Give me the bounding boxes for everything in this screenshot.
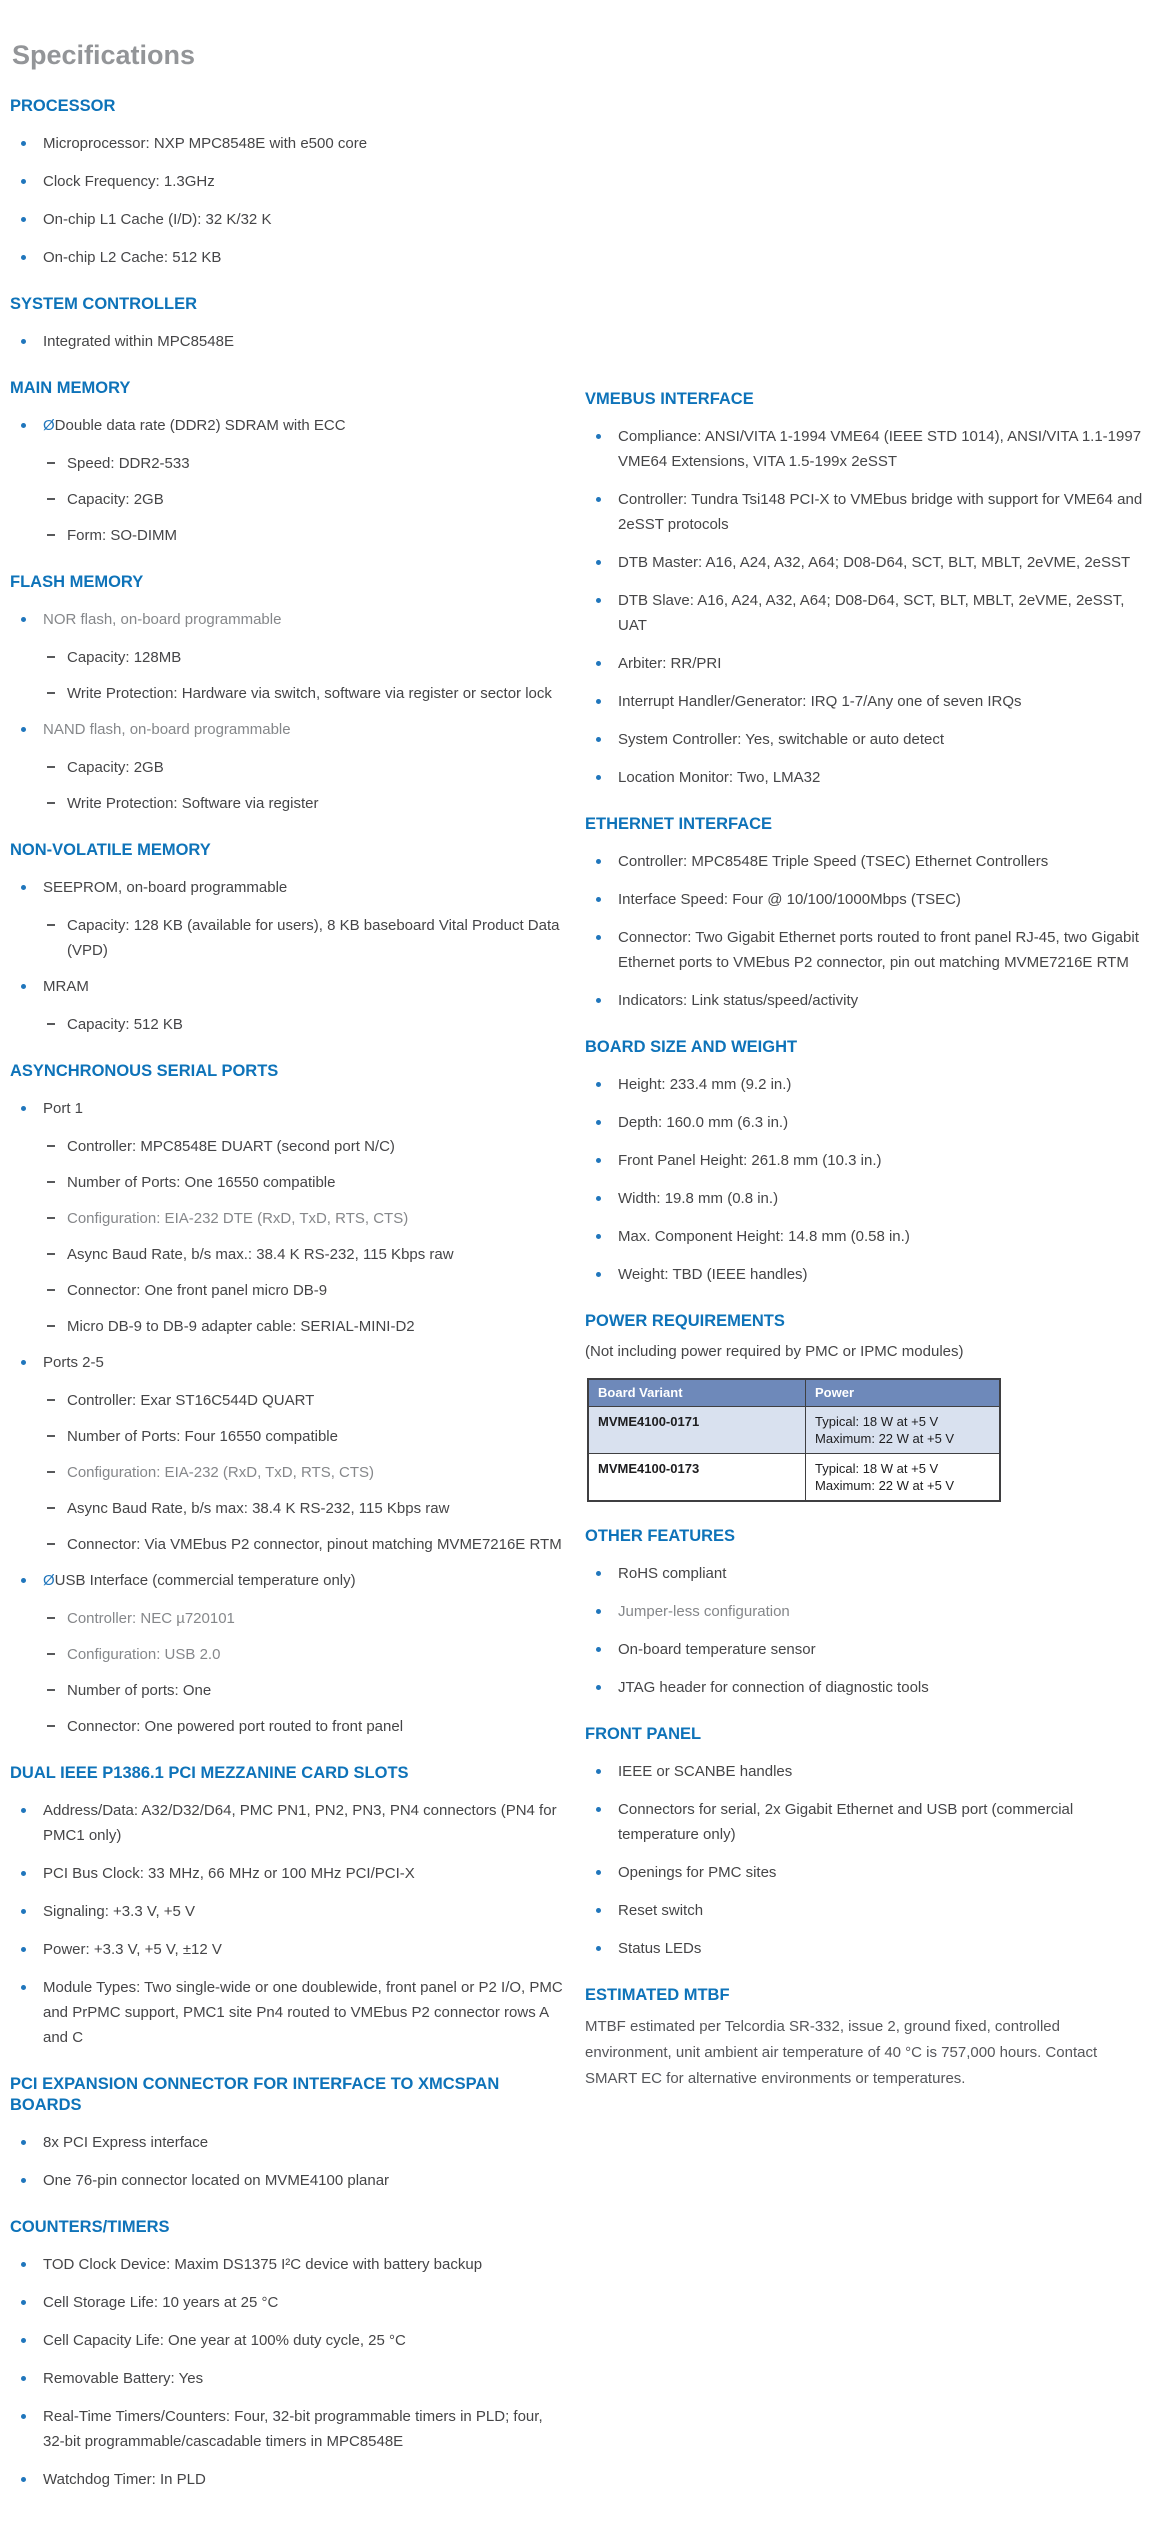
spec-item — [585, 988, 1147, 1013]
bullet-icon — [596, 1571, 601, 1576]
section-heading: FLASH MEMORY — [10, 573, 144, 591]
spec-item-text: On-board temperature sensor — [618, 1641, 816, 1658]
spec-subitem-text: Capacity: 512 KB — [67, 1016, 183, 1033]
spec-subitem-text: Number of Ports: One 16550 compatible — [67, 1174, 336, 1191]
spec-subitem — [10, 1714, 567, 1739]
spec-subitem-text: Capacity: 128 KB (available for users), 8 KB baseboard Vital Product Data (VPD) — [67, 917, 560, 959]
spec-item — [585, 1599, 1147, 1624]
section-heading: PROCESSOR — [10, 97, 116, 115]
bullet-icon — [21, 2300, 26, 2305]
spec-item-text: Controller: Tundra Tsi148 PCI-X to VMEbus bridge with support for VME64 and 2eSST protocols — [618, 491, 1143, 533]
section-heading: POWER REQUIREMENTS — [585, 1312, 785, 1330]
spec-item-text: Watchdog Timer: In PLD — [43, 2471, 206, 2488]
spec-subitem-text: Async Baud Rate, b/s max.: 38.4 K RS-232, 115 Kbps raw — [67, 1246, 454, 1263]
spec-section — [10, 2074, 567, 2193]
bullet-icon — [21, 1360, 26, 1365]
bullet-icon — [21, 2477, 26, 2482]
spec-item-text: ØDouble data rate (DDR2) SDRAM with ECC — [43, 417, 346, 434]
spec-subitem-text: Number of Ports: Four 16550 compatible — [67, 1428, 338, 1445]
spec-item — [10, 1861, 567, 1886]
oslash-glyph: Ø — [43, 1572, 55, 1589]
spec-section — [10, 1763, 567, 2050]
spec-item-text: Signaling: +3.3 V, +5 V — [43, 1903, 196, 1920]
spec-item-text: Jumper-less configuration — [618, 1603, 790, 1620]
power-table-head — [588, 1379, 1000, 1407]
spec-item — [585, 588, 1147, 638]
spec-item-text: Height: 233.4 mm (9.2 in.) — [618, 1076, 792, 1093]
spec-item-text: Cell Capacity Life: One year at 100% duty cycle, 25 °C — [43, 2332, 406, 2349]
spec-subitem — [10, 1242, 567, 1267]
spec-subitem-text: Form: SO-DIMM — [67, 527, 177, 544]
spec-item — [10, 974, 567, 999]
spec-item — [585, 1186, 1147, 1211]
spec-item — [10, 1350, 567, 1375]
spec-item-text: Controller: MPC8548E Triple Speed (TSEC) Ethernet Controllers — [618, 853, 1049, 870]
bullet-icon — [596, 434, 601, 439]
spec-subitem — [10, 1678, 567, 1703]
dash-icon — [47, 656, 55, 658]
spec-section — [585, 814, 1147, 1013]
bullet-icon — [21, 2414, 26, 2419]
spec-item-text: System Controller: Yes, switchable or auto detect — [618, 731, 945, 748]
spec-item-text: Address/Data: A32/D32/D64, PMC PN1, PN2, PN3, PN4 connectors (PN4 for PMC1 only) — [43, 1802, 557, 1844]
dash-icon — [47, 766, 55, 768]
bullet-icon — [596, 497, 601, 502]
spec-item — [585, 1637, 1147, 1662]
spec-subitem — [10, 1606, 567, 1631]
spec-subitem-text: Configuration: EIA-232 (RxD, TxD, RTS, CTS) — [67, 1464, 375, 1481]
spec-item-text: Indicators: Link status/speed/activity — [618, 992, 859, 1009]
bullet-icon — [596, 1272, 601, 1277]
spec-section — [10, 294, 567, 354]
spec-section — [585, 1526, 1147, 1700]
spec-section — [585, 1037, 1147, 1287]
spec-item — [585, 689, 1147, 714]
spec-subitem-text: Controller: NEC µ720101 — [67, 1610, 235, 1627]
spec-subitem — [10, 1278, 567, 1303]
bullet-icon — [21, 2140, 26, 2145]
dash-icon — [47, 1253, 55, 1255]
oslash-glyph: Ø — [43, 417, 55, 434]
bullet-icon — [596, 1120, 601, 1125]
spec-item — [10, 207, 567, 232]
spec-item — [10, 2168, 567, 2193]
spec-item — [585, 1860, 1147, 1885]
bullet-icon — [21, 2178, 26, 2183]
spec-item — [10, 1975, 567, 2050]
section-heading: ESTIMATED MTBF — [585, 1986, 730, 2004]
dash-icon — [47, 1023, 55, 1025]
spec-item-text: Width: 19.8 mm (0.8 in.) — [618, 1190, 779, 1207]
spec-item-text: On-chip L1 Cache (I/D): 32 K/32 K — [43, 211, 272, 228]
bullet-icon — [596, 560, 601, 565]
spec-section — [585, 1985, 1147, 2092]
section-heading: PCI EXPANSION CONNECTOR FOR INTERFACE TO XMCSPAN BOARDS — [10, 2075, 500, 2114]
spec-item — [585, 727, 1147, 752]
spec-item-text: Compliance: ANSI/VITA 1-1994 VME64 (IEEE STD 1014), ANSI/VITA 1.1-1997 VME64 Extensions, VITA 1.5-199x 2eSST — [618, 428, 1142, 470]
bullet-icon — [596, 1082, 601, 1087]
spec-section — [10, 96, 567, 270]
bullet-icon — [596, 1196, 601, 1201]
spec-item-text: Microprocessor: NXP MPC8548E with e500 core — [43, 135, 368, 152]
spec-item-text: DTB Master: A16, A24, A32, A64; D08-D64, SCT, BLT, MBLT, 2eVME, 2eSST — [618, 554, 1131, 571]
spec-subitem — [10, 645, 567, 670]
spec-item — [585, 1148, 1147, 1173]
bullet-icon — [596, 775, 601, 780]
table-cell: MVME4100-0171 — [588, 1407, 806, 1454]
dash-icon — [47, 1399, 55, 1401]
dash-icon — [47, 1289, 55, 1291]
bullet-icon — [596, 699, 601, 704]
spec-item — [585, 550, 1147, 575]
table-cell: MVME4100-0173 — [588, 1454, 806, 1502]
section-paragraph: MTBF estimated per Telcordia SR-332, issue 2, ground fixed, controlled environment, unit ambient air temperature of 40 °C is 757,000 hours. Contact SMART EC for alternative environments or temperatures. — [585, 2018, 1098, 2087]
spec-item — [10, 329, 567, 354]
spec-item — [585, 1224, 1147, 1249]
spec-item — [585, 1936, 1147, 1961]
bullet-icon — [21, 217, 26, 222]
bullet-icon — [21, 1808, 26, 1813]
dash-icon — [47, 924, 55, 926]
spec-item — [10, 245, 567, 270]
bullet-icon — [21, 255, 26, 260]
spec-item-text: Connector: Two Gigabit Ethernet ports routed to front panel RJ-45, two Gigabit Ethernet ports to VMEbus P2 connector, pin out matching MVME7216E RTM — [618, 929, 1139, 971]
bullet-icon — [596, 1769, 601, 1774]
spec-item-text: IEEE or SCANBE handles — [618, 1763, 793, 1780]
spec-item — [585, 487, 1147, 537]
section-note: (Not including power required by PMC or IPMC modules) — [585, 1343, 964, 1360]
spec-item — [10, 2366, 567, 2391]
spec-item-text: Real-Time Timers/Counters: Four, 32-bit programmable timers in PLD; four, 32-bit programmable/cascadable timers in MPC8548E — [43, 2408, 543, 2450]
bullet-icon — [21, 1909, 26, 1914]
left-column — [10, 72, 567, 2505]
spec-subitem — [10, 1642, 567, 1667]
spec-item-text: Status LEDs — [618, 1940, 702, 1957]
spec-item — [10, 717, 567, 742]
spec-item-text: Interrupt Handler/Generator: IRQ 1-7/Any one of seven IRQs — [618, 693, 1022, 710]
dash-icon — [47, 1689, 55, 1691]
spec-item-text: PCI Bus Clock: 33 MHz, 66 MHz or 100 MHz PCI/PCI-X — [43, 1865, 415, 1882]
spec-item-text: Integrated within MPC8548E — [43, 333, 234, 350]
spec-item-text: 8x PCI Express interface — [43, 2134, 209, 2151]
right-column — [585, 72, 1147, 2100]
spec-subitem — [10, 913, 567, 963]
spec-item — [10, 2252, 567, 2277]
spec-subitem — [10, 487, 567, 512]
spec-item-text: Cell Storage Life: 10 years at 25 °C — [43, 2294, 279, 2311]
spec-item-text: JTAG header for connection of diagnostic tools — [618, 1679, 929, 1696]
spec-item-text: TOD Clock Device: Maxim DS1375 I²C device with battery backup — [43, 2256, 483, 2273]
spec-item-text: Clock Frequency: 1.3GHz — [43, 173, 215, 190]
bullet-icon — [596, 661, 601, 666]
spec-item — [10, 1096, 567, 1121]
spec-item-text: On-chip L2 Cache: 512 KB — [43, 249, 222, 266]
section-heading: DUAL IEEE P1386.1 PCI MEZZANINE CARD SLOTS — [10, 1764, 409, 1782]
spec-subitem-text: Write Protection: Software via register — [67, 795, 319, 812]
spec-item-text: Weight: TBD (IEEE handles) — [618, 1266, 808, 1283]
spec-item-text: Connectors for serial, 2x Gigabit Ethernet and USB port (commercial temperature only) — [618, 1801, 1074, 1843]
spec-item-text: Openings for PMC sites — [618, 1864, 777, 1881]
spec-item — [10, 2290, 567, 2315]
spec-subitem-text: Controller: MPC8548E DUART (second port N/C) — [67, 1138, 395, 1155]
spec-item — [10, 1937, 567, 1962]
spec-item — [585, 424, 1147, 474]
spec-item — [10, 607, 567, 632]
spec-subitem-text: Number of ports: One — [67, 1682, 212, 1699]
spec-item-text: NAND flash, on-board programmable — [43, 721, 291, 738]
spec-item-text: SEEPROM, on-board programmable — [43, 879, 288, 896]
spec-item — [585, 849, 1147, 874]
section-heading: SYSTEM CONTROLLER — [10, 295, 198, 313]
table-cell: Typical: 18 W at +5 V Maximum: 22 W at +5 V — [806, 1407, 1001, 1454]
spec-subitem-text: Capacity: 2GB — [67, 491, 164, 508]
spec-section — [585, 1311, 1147, 1502]
spec-item-text: Power: +3.3 V, +5 V, ±12 V — [43, 1941, 222, 1958]
bullet-icon — [596, 1609, 601, 1614]
bullet-icon — [596, 1647, 601, 1652]
table-header-cell: Board Variant — [588, 1379, 806, 1407]
spec-item — [585, 651, 1147, 676]
bullet-icon — [596, 998, 601, 1003]
bullet-icon — [596, 737, 601, 742]
spec-item — [585, 1797, 1147, 1847]
section-heading: VMEBUS INTERFACE — [585, 390, 754, 408]
dash-icon — [47, 1145, 55, 1147]
spec-subitem — [10, 681, 567, 706]
dash-icon — [47, 1471, 55, 1473]
spec-item — [585, 1898, 1147, 1923]
spec-item — [10, 2130, 567, 2155]
spec-item — [585, 925, 1147, 975]
dash-icon — [47, 1617, 55, 1619]
spec-subitem — [10, 1496, 567, 1521]
spec-item — [585, 1110, 1147, 1135]
dash-icon — [47, 802, 55, 804]
bullet-icon — [596, 1158, 601, 1163]
spec-item-text: Location Monitor: Two, LMA32 — [618, 769, 821, 786]
bullet-icon — [21, 2338, 26, 2343]
bullet-icon — [596, 1685, 601, 1690]
bullet-icon — [21, 423, 26, 428]
table-row — [588, 1407, 1000, 1454]
dash-icon — [47, 462, 55, 464]
spec-item-text: RoHS compliant — [618, 1565, 727, 1582]
bullet-icon — [21, 141, 26, 146]
spec-item — [585, 765, 1147, 790]
spec-item-text: Depth: 160.0 mm (6.3 in.) — [618, 1114, 789, 1131]
spec-subitem-text: Capacity: 128MB — [67, 649, 182, 666]
bullet-icon — [21, 1985, 26, 1990]
spec-subitem — [10, 1170, 567, 1195]
bullet-icon — [596, 1870, 601, 1875]
spec-item — [585, 1561, 1147, 1586]
bullet-icon — [596, 1946, 601, 1951]
bullet-icon — [596, 1908, 601, 1913]
spec-item — [10, 131, 567, 156]
bullet-icon — [21, 1578, 26, 1583]
spec-section — [10, 378, 567, 548]
dash-icon — [47, 498, 55, 500]
spec-subitem-text: Connector: Via VMEbus P2 connector, pinout matching MVME7216E RTM — [67, 1536, 562, 1553]
spec-item-text: One 76-pin connector located on MVME4100 planar — [43, 2172, 390, 2189]
spec-item-text: Reset switch — [618, 1902, 704, 1919]
spec-subitem — [10, 1532, 567, 1557]
spec-section — [10, 2217, 567, 2492]
page-title: Specifications — [12, 40, 196, 70]
spec-subitem-text: Write Protection: Hardware via switch, software via register or sector lock — [67, 685, 552, 702]
spec-item — [585, 1072, 1147, 1097]
bullet-icon — [21, 2376, 26, 2381]
spec-subitem — [10, 1424, 567, 1449]
table-header-row — [588, 1379, 1000, 1407]
bullet-icon — [21, 1106, 26, 1111]
spec-item — [585, 1759, 1147, 1784]
spec-section — [585, 1724, 1147, 1961]
spec-subitem — [10, 1314, 567, 1339]
spec-subitem-text: Micro DB-9 to DB-9 adapter cable: SERIAL-MINI-D2 — [67, 1318, 415, 1335]
dash-icon — [47, 1543, 55, 1545]
spec-item — [585, 1262, 1147, 1287]
spec-section — [10, 1061, 567, 1739]
bullet-icon — [21, 1871, 26, 1876]
spec-item-text: NOR flash, on-board programmable — [43, 611, 282, 628]
spec-item — [10, 169, 567, 194]
power-table-body — [588, 1407, 1000, 1502]
section-heading: ASYNCHRONOUS SERIAL PORTS — [10, 1062, 279, 1080]
bullet-icon — [21, 1947, 26, 1952]
spec-subitem — [10, 791, 567, 816]
spec-subitem — [10, 1388, 567, 1413]
section-heading: NON-VOLATILE MEMORY — [10, 841, 211, 859]
spec-item-text: Removable Battery: Yes — [43, 2370, 204, 2387]
spec-section — [585, 389, 1147, 790]
dash-icon — [47, 534, 55, 536]
spec-item-text: MRAM — [43, 978, 89, 995]
spec-subitem-text: Capacity: 2GB — [67, 759, 164, 776]
spec-item-text: Max. Component Height: 14.8 mm (0.58 in.) — [618, 1228, 910, 1245]
bullet-icon — [596, 935, 601, 940]
bullet-icon — [21, 2262, 26, 2267]
section-heading: OTHER FEATURES — [585, 1527, 736, 1545]
spec-item — [10, 875, 567, 900]
dash-icon — [47, 1653, 55, 1655]
table-row — [588, 1454, 1000, 1502]
bullet-icon — [21, 339, 26, 344]
bullet-icon — [596, 1234, 601, 1239]
spec-subitem — [10, 451, 567, 476]
spec-subitem-text: Speed: DDR2-533 — [67, 455, 190, 472]
spec-item — [10, 2467, 567, 2492]
spec-subitem — [10, 1134, 567, 1159]
spec-item — [10, 2328, 567, 2353]
dash-icon — [47, 1507, 55, 1509]
table-header-cell: Power — [806, 1379, 1001, 1407]
bullet-icon — [596, 859, 601, 864]
spec-item — [10, 413, 567, 438]
spec-item-text: Port 1 — [43, 1100, 84, 1117]
spec-subitem — [10, 1012, 567, 1037]
bullet-icon — [21, 179, 26, 184]
spec-item — [585, 887, 1147, 912]
spec-subitem — [10, 523, 567, 548]
spec-item — [10, 1798, 567, 1848]
dash-icon — [47, 1181, 55, 1183]
columns-container — [10, 72, 1147, 2505]
spec-item-text: Module Types: Two single-wide or one doublewide, front panel or P2 I/O, PMC and PrPMC support, PMC1 site Pn4 routed to VMEbus P2 connector rows A and C — [43, 1979, 563, 2046]
spec-item — [10, 2404, 567, 2454]
spec-section — [10, 840, 567, 1037]
bullet-icon — [596, 1807, 601, 1812]
spec-item-text: Front Panel Height: 261.8 mm (10.3 in.) — [618, 1152, 882, 1169]
section-heading: BOARD SIZE AND WEIGHT — [585, 1038, 798, 1056]
spec-subitem-text: Configuration: USB 2.0 — [67, 1646, 221, 1663]
table-cell: Typical: 18 W at +5 V Maximum: 22 W at +5 V — [806, 1454, 1001, 1502]
dash-icon — [47, 1725, 55, 1727]
power-table — [587, 1378, 1001, 1502]
section-heading: FRONT PANEL — [585, 1725, 702, 1743]
bullet-icon — [21, 984, 26, 989]
bullet-icon — [596, 897, 601, 902]
spec-item — [10, 1568, 567, 1593]
spec-subitem-text: Connector: One front panel micro DB-9 — [67, 1282, 328, 1299]
dash-icon — [47, 1325, 55, 1327]
dash-icon — [47, 1435, 55, 1437]
spec-item — [10, 1899, 567, 1924]
spec-subitem — [10, 1460, 567, 1485]
bullet-icon — [596, 598, 601, 603]
spec-item-text: ØUSB Interface (commercial temperature only) — [43, 1572, 356, 1589]
dash-icon — [47, 1217, 55, 1219]
dash-icon — [47, 692, 55, 694]
spec-item-text: Interface Speed: Four @ 10/100/1000Mbps (TSEC) — [618, 891, 961, 908]
spec-subitem — [10, 755, 567, 780]
bullet-icon — [21, 727, 26, 732]
spec-subitem-text: Connector: One powered port routed to front panel — [67, 1718, 404, 1735]
spec-item-text: Ports 2-5 — [43, 1354, 104, 1371]
spec-subitem-text: Controller: Exar ST16C544D QUART — [67, 1392, 315, 1409]
section-heading: MAIN MEMORY — [10, 379, 131, 397]
bullet-icon — [21, 617, 26, 622]
spec-subitem — [10, 1206, 567, 1231]
spec-item-text: Arbiter: RR/PRI — [618, 655, 722, 672]
bullet-icon — [21, 885, 26, 890]
section-heading: COUNTERS/TIMERS — [10, 2218, 170, 2236]
spec-subitem-text: Configuration: EIA-232 DTE (RxD, TxD, RTS, CTS) — [67, 1210, 409, 1227]
spec-section — [10, 572, 567, 816]
spec-item-text: DTB Slave: A16, A24, A32, A64; D08-D64, SCT, BLT, MBLT, 2eVME, 2eSST, UAT — [618, 592, 1125, 634]
spec-item — [585, 1675, 1147, 1700]
section-heading: ETHERNET INTERFACE — [585, 815, 773, 833]
spec-subitem-text: Async Baud Rate, b/s max: 38.4 K RS-232, 115 Kbps raw — [67, 1500, 450, 1517]
